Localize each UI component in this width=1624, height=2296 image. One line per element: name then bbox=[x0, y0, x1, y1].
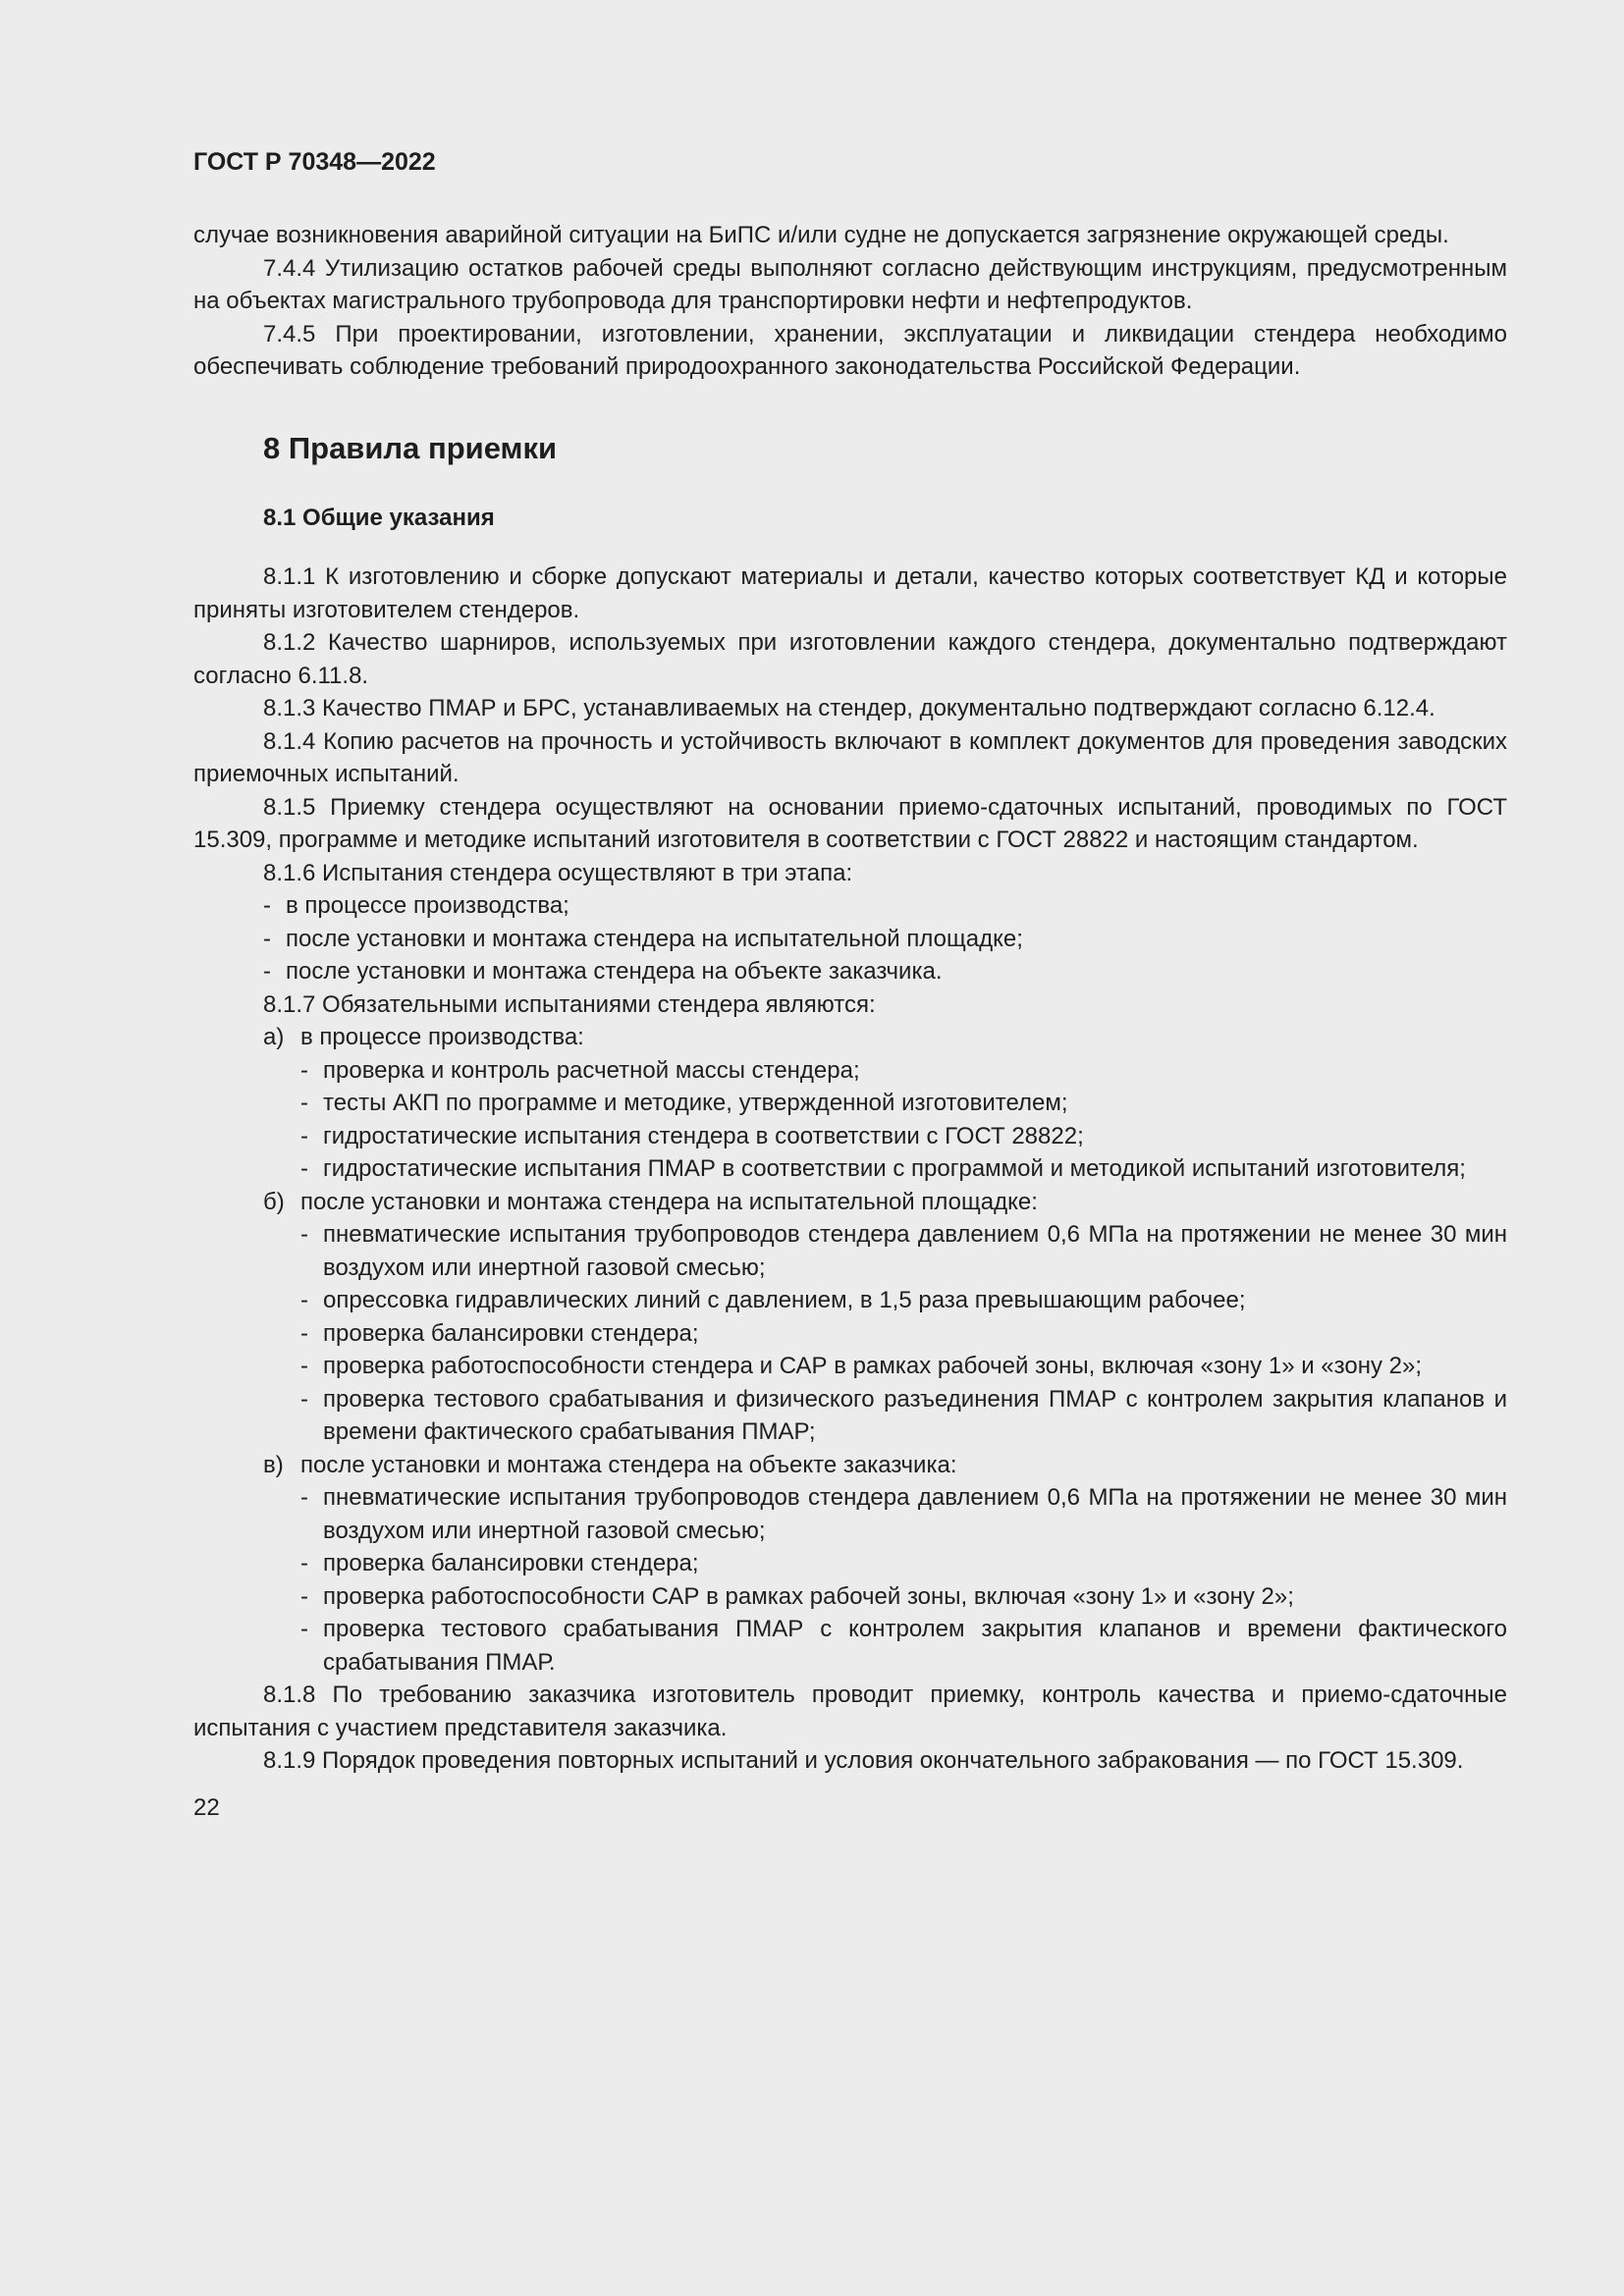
list-group-c bbox=[263, 1449, 1507, 1482]
paragraph-8-1-7: 8.1.7 Обязательными испытаниями стендера являются: bbox=[263, 990, 876, 1018]
list-group-label: после установки и монтажа стендера на объекте заказчика: bbox=[300, 1451, 957, 1478]
stages-list bbox=[193, 889, 1507, 988]
list-marker: б) bbox=[263, 1188, 285, 1215]
list-item: - проверка балансировки стендера; bbox=[300, 1317, 1507, 1351]
paragraph-8-1-8: 8.1.8 По требованию заказчика изготовитель проводит приемку, контроль качества и приемо-сдаточные испытания с участием представителя заказчика. bbox=[193, 1682, 1507, 1741]
list-group-label: в процессе производства: bbox=[300, 1024, 584, 1050]
paragraph-8-1-3: 8.1.3 Качество ПМАР и БРС, устанавливаемых на стендер, документально подтверждают согласно 6.12.4. bbox=[263, 695, 1435, 721]
list-item: - опрессовка гидравлических линий с давлением, в 1,5 раза превышающим рабочее; bbox=[300, 1284, 1507, 1317]
document-page bbox=[193, 145, 1507, 1824]
list-item: - после установки и монтажа стендера на испытательной площадке; bbox=[263, 923, 1507, 956]
list-item: - гидростатические испытания стендера в соответствии с ГОСТ 28822; bbox=[300, 1120, 1507, 1153]
list-group-b bbox=[263, 1186, 1507, 1219]
paragraph-8-1-5: 8.1.5 Приемку стендера осуществляют на основании приемо-сдаточных испытаний, проводимых по ГОСТ 15.309, программе и методике испытаний изготовителя в соответствии с ГОСТ 28822 и настоящим стандартом. bbox=[193, 793, 1507, 853]
paragraph-8-1-9: 8.1.9 Порядок проведения повторных испытаний и условия окончательного забракования — по ГОСТ 15.309. bbox=[263, 1747, 1464, 1774]
list-group-label: после установки и монтажа стендера на испытательной площадке: bbox=[300, 1188, 1038, 1215]
page-number: 22 bbox=[193, 1793, 220, 1821]
paragraph-7-4-4: 7.4.4 Утилизацию остатков рабочей среды выполняют согласно действующим инструкциям, предусмотренным на объектах магистрального трубопровода для транспортировки нефти и нефтепродуктов. bbox=[193, 254, 1507, 314]
list-item: - проверка балансировки стендера; bbox=[300, 1547, 1507, 1580]
list-item: - проверка тестового срабатывания ПМАР с контролем закрытия клапанов и времени фактического срабатывания ПМАР. bbox=[300, 1613, 1507, 1679]
list-item: - тесты АКП по программе и методике, утвержденной изготовителем; bbox=[300, 1087, 1507, 1120]
list-marker: в) bbox=[263, 1451, 284, 1478]
paragraph-7-4-5: 7.4.5 При проектировании, изготовлении, хранении, эксплуатации и ликвидации стендера необходимо обеспечивать соблюдение требований природоохранного законодательства Российской Федерации. bbox=[193, 320, 1507, 380]
list-marker: а) bbox=[263, 1024, 285, 1050]
section-title: 8 Правила приемки bbox=[263, 430, 558, 465]
list-item: - проверка и контроль расчетной массы стендера; bbox=[300, 1054, 1507, 1088]
paragraph-8-1-4: 8.1.4 Копию расчетов на прочность и устойчивость включают в комплект документов для проведения заводских приемочных испытаний. bbox=[193, 727, 1507, 787]
paragraph-continued: случае возникновения аварийной ситуации на БиПС и/или судне не допускается загрязнение окружающей среды. bbox=[193, 222, 1449, 248]
list-item: - проверка работоспособности стендера и САР в рамках рабочей зоны, включая «зону 1» и «зону 2»; bbox=[300, 1350, 1507, 1383]
list-item: - гидростатические испытания ПМАР в соответствии с программой и методикой испытаний изготовителя; bbox=[300, 1152, 1507, 1186]
paragraph-8-1-2: 8.1.2 Качество шарниров, используемых при изготовлении каждого стендера, документально подтверждают согласно 6.11.8. bbox=[193, 629, 1507, 689]
paragraph-8-1-1: 8.1.1 К изготовлению и сборке допускают материалы и детали, качество которых соответствует КД и которые приняты изготовителем стендеров. bbox=[193, 563, 1507, 623]
list-item: - пневматические испытания трубопроводов стендера давлением 0,6 МПа на протяжении не менее 30 мин воздухом или инертной газовой смесью; bbox=[300, 1481, 1507, 1547]
list-item: - проверка работоспособности САР в рамках рабочей зоны, включая «зону 1» и «зону 2»; bbox=[300, 1580, 1507, 1614]
list-item: - проверка тестового срабатывания и физического разъединения ПМАР с контролем закрытия клапанов и времени фактического срабатывания ПМАР; bbox=[300, 1383, 1507, 1449]
subsection-title: 8.1 Общие указания bbox=[263, 504, 495, 531]
list-item: - после установки и монтажа стендера на объекте заказчика. bbox=[263, 955, 1507, 988]
list-item: - пневматические испытания трубопроводов стендера давлением 0,6 МПа на протяжении не менее 30 мин воздухом или инертной газовой смесью; bbox=[300, 1218, 1507, 1284]
list-item: - в процессе производства; bbox=[263, 889, 1507, 923]
document-header: ГОСТ Р 70348—2022 bbox=[193, 148, 436, 176]
paragraph-8-1-6: 8.1.6 Испытания стендера осуществляют в три этапа: bbox=[263, 859, 853, 886]
list-group-a bbox=[263, 1021, 1507, 1054]
